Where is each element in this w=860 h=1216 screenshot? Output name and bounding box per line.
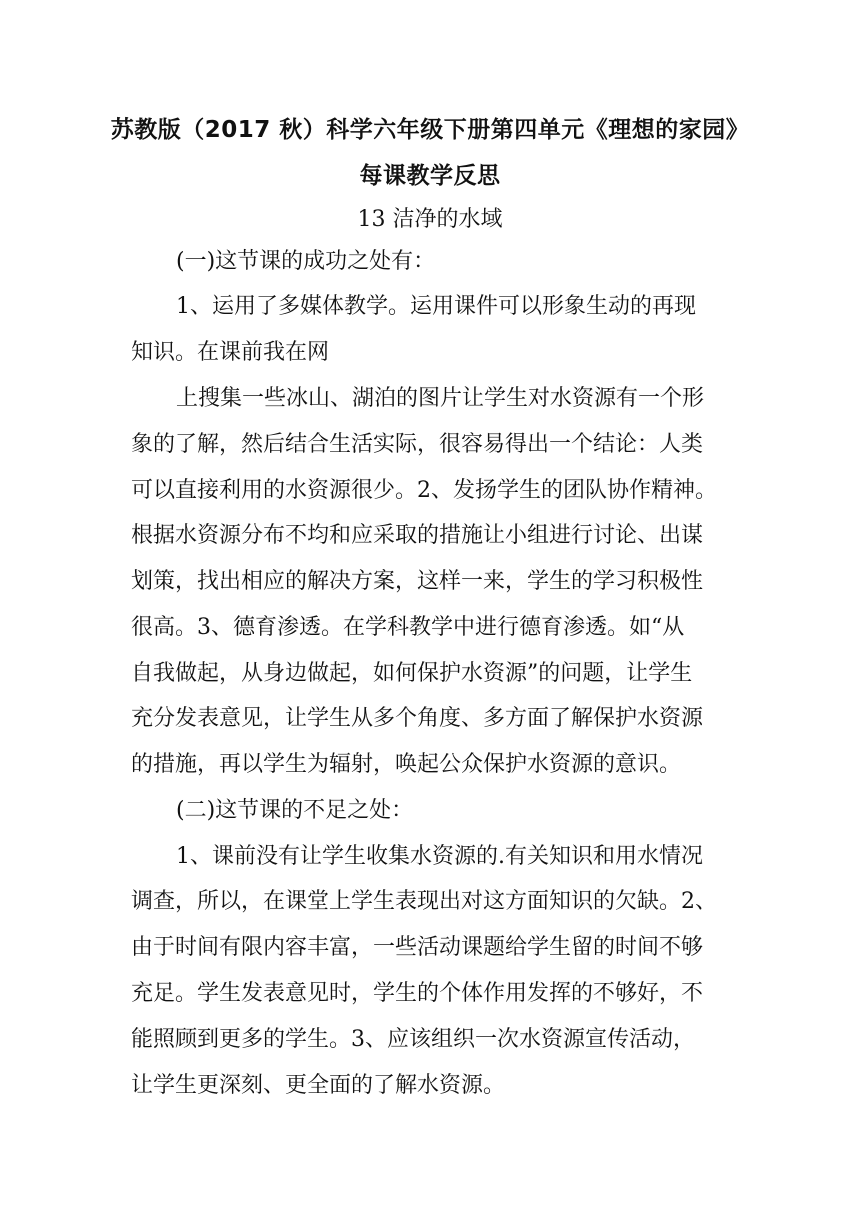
document-title-line2: 每课教学反思 xyxy=(359,163,501,189)
lesson-subtitle: 13 洁净的水域 xyxy=(357,207,503,232)
paragraph-line: 1、课前没有让学生收集水资源的.有关知识和用水情况 xyxy=(176,844,703,869)
paragraph-line: 的措施，再以学生为辐射，唤起公众保护水资源的意识。 xyxy=(131,752,682,777)
paragraph-line: 上搜集一些冰山、湖泊的图片让学生对水资源有一个形 xyxy=(176,386,705,411)
paragraph-line: 调查，所以，在课堂上学生表现出对这方面知识的欠缺。2、 xyxy=(131,889,717,914)
paragraph-line: 根据水资源分布不均和应采取的措施让小组进行讨论、出谋 xyxy=(131,523,704,548)
paragraph-line: 让学生更深刻、更全面的了解水资源。 xyxy=(131,1073,506,1098)
paragraph-line: 很高。3、德育渗透。在学科教学中进行德育渗透。如“从 xyxy=(131,615,685,640)
document-title-line1: 苏教版（2017 秋）科学六年级下册第四单元《理想的家园》 xyxy=(110,117,750,143)
paragraph-line: 1、运用了多媒体教学。运用课件可以形象生动的再现 xyxy=(176,294,696,319)
paragraph-line: 充足。学生发表意见时，学生的个体作用发挥的不够好，不 xyxy=(131,981,704,1006)
paragraph-line: 由于时间有限内容丰富，一些活动课题给学生留的时间不够 xyxy=(131,935,704,960)
paragraph-line: 可以直接利用的水资源很少。2、发扬学生的团队协作精神。 xyxy=(131,478,717,503)
section-heading-shortcomings: (二)这节课的不足之处： xyxy=(176,798,414,823)
paragraph-line: 能照顾到更多的学生。3、应该组织一次水资源宣传活动， xyxy=(131,1027,695,1052)
paragraph-line: 划策，找出相应的解决方案，这样一来，学生的学习积极性 xyxy=(131,569,704,594)
section-heading-successes: (一)这节课的成功之处有： xyxy=(176,249,436,274)
paragraph-line: 自我做起，从身边做起，如何保护水资源”的问题，让学生 xyxy=(131,661,693,686)
paragraph-line: 知识。在课前我在网 xyxy=(131,340,330,365)
paragraph-line: 充分发表意见，让学生从多个角度、多方面了解保护水资源 xyxy=(131,706,704,731)
paragraph-line: 象的了解，然后结合生活实际，很容易得出一个结论：人类 xyxy=(131,432,704,457)
